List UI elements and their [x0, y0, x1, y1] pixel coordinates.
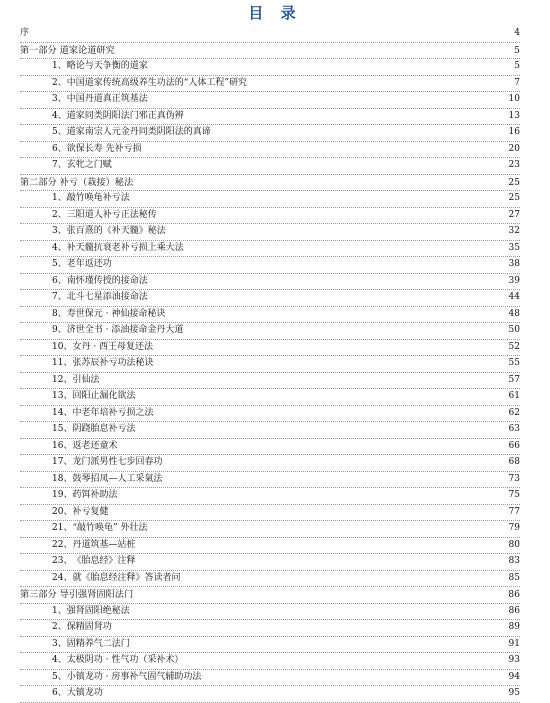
- toc-entry-number: 7、: [52, 292, 67, 302]
- toc-entry[interactable]: [20, 26, 520, 43]
- toc-page-number: 86: [506, 604, 520, 620]
- toc-page-number: 62: [506, 406, 520, 422]
- toc-entry-number: 15、: [52, 424, 73, 434]
- toc-page-number: 32: [506, 224, 520, 240]
- toc-entry-title: 23、《胎息经》注释: [52, 556, 138, 566]
- toc-page-number: 83: [506, 554, 520, 570]
- toc-entry[interactable]: [20, 76, 520, 93]
- toc-entry-number: 14、: [52, 407, 73, 418]
- page-title: 目 录: [248, 4, 302, 22]
- toc-entry[interactable]: [20, 158, 520, 175]
- toc-entry-title: 21、“敲竹唤龟” 外壮法: [52, 523, 151, 533]
- toc-entry-title: 2、保精固肾功: [52, 622, 115, 632]
- toc-entry-number: 9、: [52, 325, 67, 335]
- toc-entry[interactable]: [20, 686, 520, 703]
- toc-page-number: 10: [506, 92, 520, 108]
- toc-entry-title: 5、小镇龙功 · 房事补气固气辅助功法: [52, 672, 204, 682]
- toc-entry-title: 10、女丹 · 西王母复还法: [52, 342, 156, 352]
- toc-entry-title: 4、道家同类阴阳法门邪正真伪辨: [52, 111, 187, 121]
- toc-page-number: 25: [506, 191, 520, 207]
- toc-entry[interactable]: [20, 488, 520, 505]
- toc-entry-number: 5、: [52, 671, 67, 682]
- toc-entry-title: 24、就《胎息经注释》答读者问: [52, 573, 183, 583]
- toc-entry-number: 22、: [52, 539, 73, 550]
- toc-section-heading[interactable]: [20, 43, 520, 60]
- toc-page-number: 25: [505, 175, 520, 191]
- toc-entry-title: 12、引仙法: [52, 375, 102, 385]
- toc-entry-title: 序: [20, 28, 32, 38]
- toc-page-number: 23: [506, 158, 520, 174]
- toc-entry[interactable]: [20, 637, 520, 654]
- toc-entry[interactable]: [20, 356, 520, 373]
- toc-entry[interactable]: [20, 653, 520, 670]
- toc-entry-number: 18、: [52, 473, 73, 484]
- toc-page-number: 44: [506, 290, 520, 306]
- toc-entry-number: 5、: [52, 259, 67, 269]
- toc-entry-title: 第二部分 补亏（栽接）秘法: [20, 177, 136, 188]
- toc-entry[interactable]: [20, 274, 520, 291]
- toc-page-number: 4: [511, 26, 520, 42]
- toc-entry-number: 10、: [52, 341, 73, 352]
- toc-entry-title: 15、阴跷胎息补亏法: [52, 424, 138, 434]
- toc-entry-title: 11、张苏辰补亏功法秘诀: [52, 358, 156, 368]
- toc-entry[interactable]: [20, 472, 520, 489]
- toc-entry[interactable]: [20, 109, 520, 126]
- toc-page-number: 55: [506, 356, 520, 372]
- toc-entry-number: 2、: [52, 622, 67, 632]
- toc-page-number: 93: [506, 653, 520, 669]
- toc-entry[interactable]: [20, 422, 520, 439]
- toc-page-number: 27: [506, 208, 520, 224]
- toc-entry-number: 6、: [52, 143, 67, 154]
- toc-entry[interactable]: [20, 505, 520, 522]
- toc-entry-number: 20、: [52, 506, 73, 517]
- toc-entry-title: 3、固精养气二法门: [52, 639, 133, 649]
- toc-page-number: 68: [506, 455, 520, 471]
- toc-page-number: 48: [506, 307, 520, 323]
- toc-entry-title: 9、济世全书 · 添油接命金丹大道: [52, 325, 186, 335]
- toc-entry[interactable]: [20, 125, 520, 142]
- toc-section-heading[interactable]: [20, 587, 520, 604]
- toc-entry[interactable]: [20, 538, 520, 555]
- toc-entry-title: 16、返老还童术: [52, 441, 120, 451]
- toc-entry[interactable]: [20, 340, 520, 357]
- toc-entry-title: 3、中国丹道真正筑基法: [52, 94, 151, 104]
- toc-entry-title: 4、补天髓抗衰老补亏损上乘大法: [52, 243, 187, 253]
- toc-entry[interactable]: [20, 620, 520, 637]
- toc-page-number: 86: [505, 587, 520, 603]
- toc-page-number: 35: [506, 241, 520, 257]
- toc-entry[interactable]: [20, 142, 520, 159]
- toc-entry-title: 第三部分 导引强肾固阳法门: [20, 589, 136, 600]
- toc-page-number: 39: [506, 274, 520, 290]
- toc-entry-number: 1、: [52, 61, 67, 71]
- toc-entry[interactable]: [20, 59, 520, 76]
- toc-entry-number: 23、: [52, 556, 73, 566]
- toc-entry[interactable]: [20, 307, 520, 324]
- toc-entry[interactable]: [20, 373, 520, 390]
- toc-entry-title: 7、北斗七星添油接命法: [52, 292, 151, 302]
- toc-entry-number: 24、: [52, 572, 73, 583]
- toc-entry-number: 19、: [52, 490, 73, 500]
- toc-page-number: 77: [506, 505, 520, 521]
- toc-entry[interactable]: [20, 290, 520, 307]
- toc-entry-number: 8、: [52, 308, 67, 319]
- toc-entry-number: 3、: [52, 226, 67, 236]
- toc-entry[interactable]: [20, 257, 520, 274]
- toc-page-number: 89: [506, 620, 520, 636]
- toc-entry-number: 6、: [52, 275, 67, 286]
- toc-entry[interactable]: [20, 521, 520, 538]
- toc-page-number: 13: [506, 109, 520, 125]
- toc-entry-number: 16、: [52, 440, 73, 451]
- toc-entry-title: 2、中国道家传统高级养生功法的“人体工程”研究: [52, 78, 250, 88]
- toc-page-number: 20: [506, 142, 520, 158]
- toc-entry-title: 18、鼓琴招凤—人工采氣法: [52, 474, 165, 484]
- toc-entry-number: 2、: [52, 209, 67, 220]
- toc-entry-number: 7、: [52, 160, 67, 170]
- toc-entry-number: 2、: [52, 77, 67, 88]
- toc-entry-title: 6、南怀瑾传授的接命法: [52, 276, 151, 286]
- toc-entry-number: 3、: [52, 638, 67, 649]
- toc-section-heading[interactable]: [20, 175, 520, 192]
- toc-page-number: 5: [511, 59, 520, 75]
- toc-entry[interactable]: [20, 323, 520, 340]
- toc-entry-number: 13、: [52, 391, 73, 401]
- toc-page-number: 73: [506, 472, 520, 488]
- toc-entry-title: 14、中老年培补亏损之法: [52, 408, 156, 418]
- toc-entry-title: 6、大镇龙功: [52, 688, 106, 698]
- toc-entry-title: 20、补亏复健: [52, 507, 111, 517]
- toc-entry-title: 5、道家南宗人元金丹同类阴阳法的真谛: [52, 127, 214, 137]
- toc-entry-title: 3、张百熹的《补天髓》秘法: [52, 226, 169, 236]
- toc-entry-title: 1、略论与天争衡的道家: [52, 61, 151, 71]
- toc-page-number: 79: [506, 521, 520, 537]
- toc-page-number: 61: [506, 389, 520, 405]
- toc-entry-number: 4、: [52, 110, 67, 121]
- toc-entry-title: 7、玄牝之门赋: [52, 160, 115, 170]
- toc-page-number: 50: [506, 323, 520, 339]
- toc-entry[interactable]: [20, 389, 520, 406]
- toc-entry-title: 2、三阳道人补亏正法秘传: [52, 210, 160, 220]
- toc-entry[interactable]: [20, 455, 520, 472]
- toc-page-number: 94: [506, 670, 520, 686]
- toc-page-number: 57: [506, 373, 520, 389]
- toc-entry-number: 17、: [52, 457, 73, 467]
- toc-entry-number: 1、: [52, 193, 67, 203]
- toc-entry-number: 6、: [52, 688, 67, 698]
- toc-page-number: 66: [506, 439, 520, 455]
- toc-entry-number: 4、: [52, 655, 67, 665]
- toc-entry-number: 5、: [52, 127, 67, 137]
- toc-entry[interactable]: [20, 670, 520, 687]
- toc-entry[interactable]: [20, 191, 520, 208]
- toc-page-number: 75: [506, 488, 520, 504]
- toc-page-number: 91: [506, 637, 520, 653]
- toc-page-number: 63: [506, 422, 520, 438]
- toc-entry-number: 11、: [52, 358, 73, 368]
- toc-page-number: 52: [506, 340, 520, 356]
- toc-entry-number: 4、: [52, 242, 67, 253]
- toc-entry[interactable]: [20, 224, 520, 241]
- toc-entry-number: 21、: [52, 523, 73, 533]
- toc-page-number: 5: [511, 43, 520, 59]
- toc-page-number: 38: [506, 257, 520, 273]
- toc-entry-title: 22、丹道筑基—站桩: [52, 540, 138, 550]
- toc-page-number: 80: [506, 538, 520, 554]
- toc-page-number: 16: [506, 125, 520, 141]
- toc-page-number: 7: [511, 76, 520, 92]
- toc-entry-title: 13、回阳止漏化欲法: [52, 391, 138, 401]
- toc-entry[interactable]: [20, 92, 520, 109]
- toc-entry-title: 5、老年返还功: [52, 259, 115, 269]
- toc-entry-number: 1、: [52, 605, 67, 616]
- toc-entry[interactable]: [20, 406, 520, 423]
- toc-page-number: 95: [506, 686, 520, 702]
- toc-entry-title: 19、药饵补助法: [52, 490, 120, 500]
- toc-entry-number: 3、: [52, 94, 67, 104]
- table-of-contents: [20, 26, 520, 703]
- toc-entry[interactable]: [20, 554, 520, 571]
- toc-entry[interactable]: [20, 604, 520, 621]
- toc-entry-title: 17、龙门派男性七步回春功: [52, 457, 165, 467]
- toc-entry-title: 第一部分 道家论道研究: [20, 45, 118, 56]
- toc-entry[interactable]: [20, 571, 520, 588]
- toc-entry-title: 1、敲竹唤龟补亏法: [52, 193, 133, 203]
- toc-entry-title: 8、寿世保元 · 神仙接命秘诀: [52, 309, 168, 319]
- toc-entry-title: 6、欲保长寿 先补亏损: [52, 144, 145, 154]
- toc-page-number: 85: [506, 571, 520, 587]
- toc-entry-title: 1、强肾固阳绝秘法: [52, 606, 133, 616]
- toc-entry-number: 12、: [52, 374, 73, 385]
- toc-entry[interactable]: [20, 208, 520, 225]
- toc-entry-title: 4、太极阴功 · 性气功（采补术）: [52, 655, 186, 665]
- toc-entry[interactable]: [20, 241, 520, 258]
- toc-entry[interactable]: [20, 439, 520, 456]
